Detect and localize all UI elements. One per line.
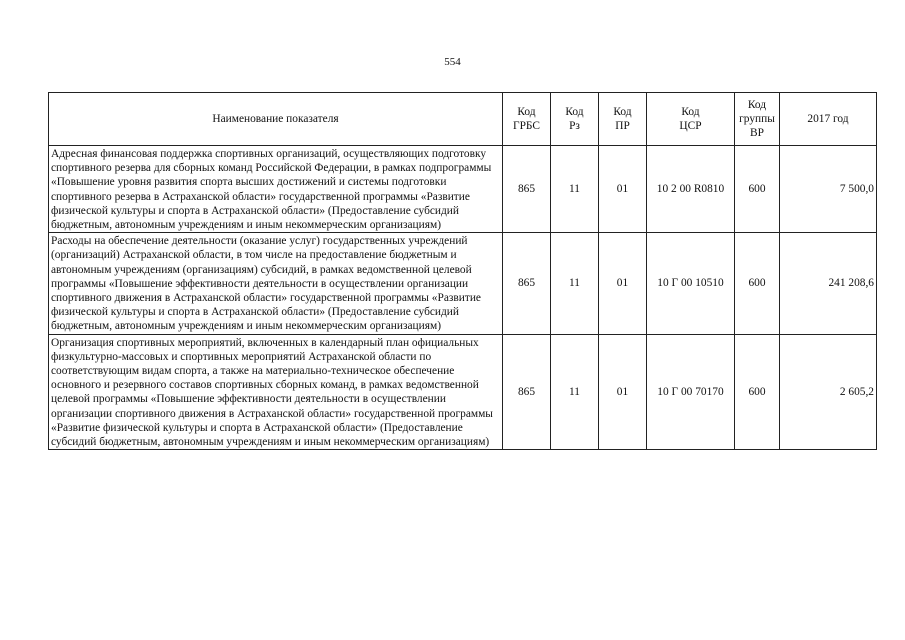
header-pr: Код ПР	[599, 93, 647, 146]
row-vr: 600	[735, 233, 780, 334]
table-row	[49, 146, 877, 233]
header-grbs: Код ГРБС	[503, 93, 551, 146]
row-amount: 7 500,0	[780, 146, 877, 233]
header-csr: Код ЦСР	[647, 93, 735, 146]
page-number: 554	[444, 56, 461, 68]
header-rz: Код Рз	[551, 93, 599, 146]
row-name: Организация спортивных мероприятий, включенных в календарный план официальных физкультурно-массовых и спортивных мероприятий Астраханской области по соответствующим видам спорта, а также на материально-техническое обеспечение основного и резервного составов спортивных сборных команд, в рамках ведомственной целевой программы «Повышение эффективности деятельности в осуществлении организации спортивного движения в Астраханской области» государственной программы «Развитие физической культуры и спорта в Астраханской области» (Предоставление субсидий бюджетным, автономным учреждениям и иным некоммерческим организациям)	[49, 334, 503, 450]
header-name: Наименование показателя	[49, 93, 503, 146]
row-pr: 01	[599, 146, 647, 233]
row-grbs: 865	[503, 334, 551, 450]
row-rz: 11	[551, 334, 599, 450]
row-rz: 11	[551, 146, 599, 233]
row-rz: 11	[551, 233, 599, 334]
row-csr: 10 Г 00 70170	[647, 334, 735, 450]
row-pr: 01	[599, 334, 647, 450]
row-amount: 241 208,6	[780, 233, 877, 334]
row-vr: 600	[735, 334, 780, 450]
row-pr: 01	[599, 233, 647, 334]
row-name: Расходы на обеспечение деятельности (оказание услуг) государственных учреждений (организаций) Астраханской области, в том числе на предоставление бюджетным и автономным учреждениям (организациям) субсидий, в рамках ведомственной целевой программы «Повышение эффективности деятельности в осуществлении организации спортивного движения в Астраханской области» государственной программы «Развитие физической культуры и спорта в Астраханской области» (Предоставление субсидий бюджетным, автономным учреждениям и иным некоммерческим организациям)	[49, 233, 503, 334]
row-csr: 10 2 00 R0810	[647, 146, 735, 233]
header-year: 2017 год	[780, 93, 877, 146]
row-csr: 10 Г 00 10510	[647, 233, 735, 334]
table-row	[49, 334, 877, 450]
header-vr: Код группы ВР	[735, 93, 780, 146]
row-name: Адресная финансовая поддержка спортивных организаций, осуществляющих подготовку спортивного резерва для сборных команд Российской Федерации, в рамках подпрограммы «Повышение уровня развития спорта высших достижений и системы подготовки спортивного резерва в Астраханской области» государственной программы «Развитие физической культуры и спорта в Астраханской области» (Предоставление субсидий бюджетным, автономным учреждениям и иным некоммерческим организациям)	[49, 146, 503, 233]
row-amount: 2 605,2	[780, 334, 877, 450]
row-vr: 600	[735, 146, 780, 233]
table-header-row	[49, 93, 877, 146]
row-grbs: 865	[503, 233, 551, 334]
table-row	[49, 233, 877, 334]
row-grbs: 865	[503, 146, 551, 233]
budget-table	[48, 92, 877, 450]
